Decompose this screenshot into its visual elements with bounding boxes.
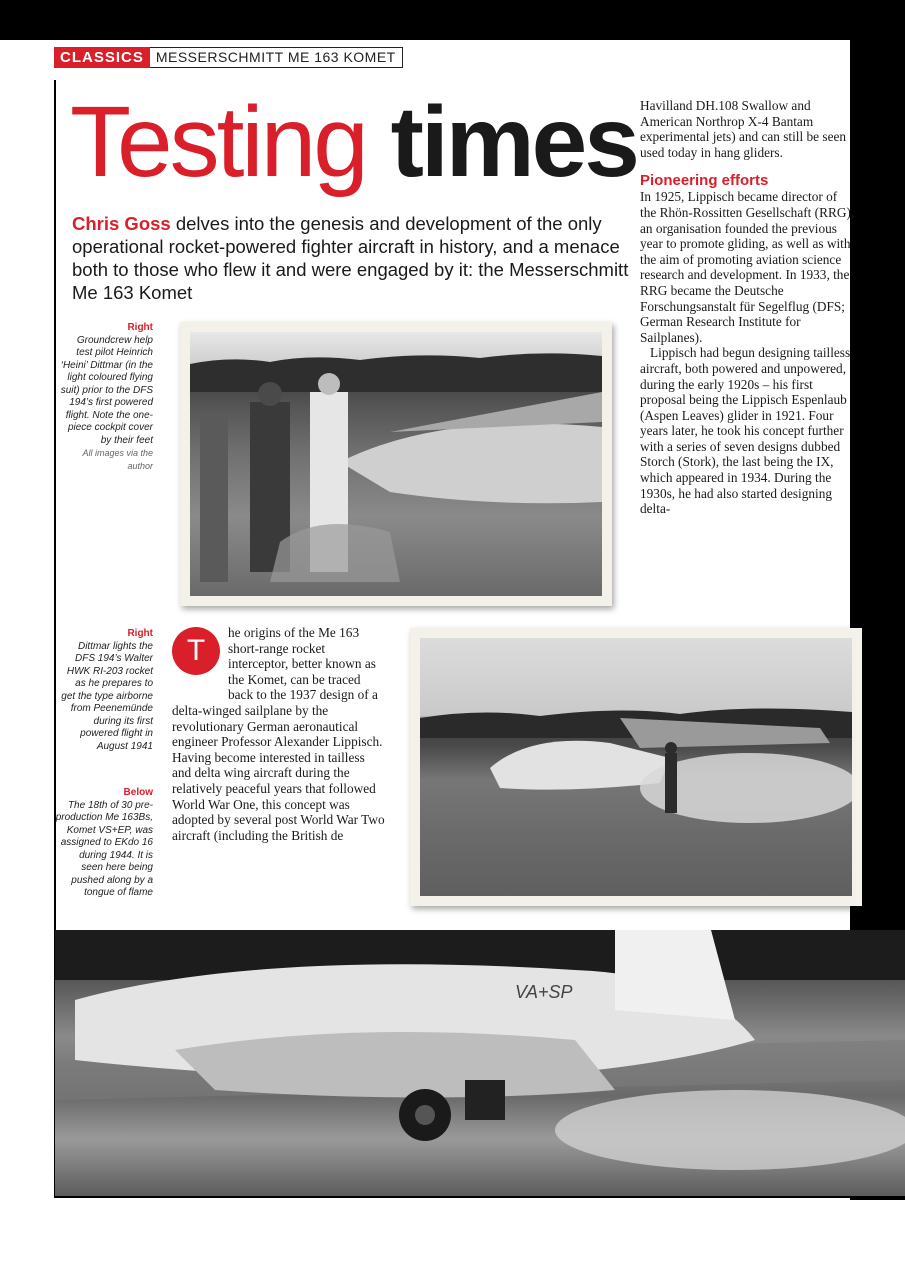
photo-groundcrew xyxy=(180,322,612,606)
topic-label: MESSERSCHMITT ME 163 KOMET xyxy=(150,47,403,68)
headline-part1: Testing xyxy=(70,86,366,198)
body-right-p2: In 1925, Lippisch became director of the Rhön-Rossitten Gesellschaft (RRG), an organisation founded the previous year to promote gliding, as well as with the aim of promoting aviation science research and development. In 1933, the RRG became the Deutsche Forschungsanstalt für Segelflug (DFS; German Research Institute for Sailplanes). xyxy=(640,189,855,345)
photo-groundcrew-image xyxy=(190,332,602,596)
caption-2-text: Dittmar lights the DFS 194’s Walter HWK RI-203 rocket as he prepares to get the type airborne from Peenemünde during its first powered flight in August 1941 xyxy=(61,640,153,752)
body-mid-text xyxy=(172,625,387,843)
page-number: 52 xyxy=(54,1231,69,1243)
photo-komet-vs-ep xyxy=(55,930,905,1198)
body-mid-text-content: he origins of the Me 163 short-range rocket interceptor, better known as the Komet, can be traced back to the 1937 design of a delta-winged sailplane by the revolutionary German aeronautical engineer Professor Alexander Lippisch. Having become interested in tailless and delta wing aircraft during the relatively peaceful years that followed World War One, this concept was adopted by several post World War Two aircraft (including the British de xyxy=(172,625,385,843)
page-footer: 52 / FLYPAST / September 2024 xyxy=(54,1231,250,1243)
body-right-p1: Havilland DH.108 Swallow and American Northrop X-4 Bantam experimental jets) and can still be seen used today in hang gliders. xyxy=(640,98,847,160)
groundcrew-illustration xyxy=(190,332,602,596)
standfirst-text: delves into the genesis and development of the only operational rocket-powered fighter aircraft in history, and a menace both to those who flew it and were engaged by it: the Messerschmitt Me 163 Komet xyxy=(72,213,629,303)
top-border xyxy=(0,0,905,40)
rocket-ignition-illustration xyxy=(420,638,852,896)
photo-rocket-ignition-image xyxy=(420,638,852,896)
body-column-right xyxy=(640,98,855,517)
photo-rocket-ignition xyxy=(410,628,862,906)
komet-illustration xyxy=(55,930,905,1198)
caption-photo-1 xyxy=(60,322,153,472)
author-name: Chris Goss xyxy=(72,213,171,234)
issue-date: September 2024 xyxy=(150,1231,250,1243)
caption-1-credit: All images via the author xyxy=(82,448,153,471)
caption-photo-2 xyxy=(60,628,153,753)
standfirst xyxy=(72,212,632,304)
caption-3-head: Below xyxy=(123,787,153,798)
section-label: CLASSICS xyxy=(54,47,150,68)
caption-1-head: Right xyxy=(127,322,153,333)
magazine-name: FLYPAST xyxy=(81,1231,139,1243)
body-column-middle xyxy=(172,625,387,843)
fuselage-code: VA+SP xyxy=(515,982,573,1002)
headline-part2: times xyxy=(390,86,637,198)
frame-line-bottom xyxy=(54,1196,905,1198)
subhead-pioneering: Pioneering efforts xyxy=(640,172,769,190)
drop-cap: T xyxy=(172,627,220,675)
section-tag xyxy=(54,47,403,68)
headline xyxy=(70,86,637,198)
caption-3-text: The 18th of 30 pre-production Me 163Bs, Komet VS+EP, was assigned to EKdo 16 during 1944. It is seen here being pushed along by a tongue of flame xyxy=(55,799,153,898)
caption-photo-3 xyxy=(55,787,153,900)
caption-1-text: Groundcrew help test pilot Heinrich ‘Heini’ Dittmar (in the light coloured flying suit) prior to the DFS 194’s first powered flight. Note the one-piece cockpit cover by their feet xyxy=(60,334,153,446)
caption-2-head: Right xyxy=(127,628,153,639)
body-right-p3: Lippisch had begun designing tailless aircraft, both powered and unpowered, during the early 1920s – his first proposal being the Lippisch Espenlaub (Aspen Leaves) glider in 1921. Four years later, he took his concept further with a series of seven designs dubbed Storch (Stork), the last being the IX, which appeared in 1934. During the 1930s, he had also started designing delta- xyxy=(640,345,851,517)
dropcap-spacer xyxy=(172,625,228,695)
